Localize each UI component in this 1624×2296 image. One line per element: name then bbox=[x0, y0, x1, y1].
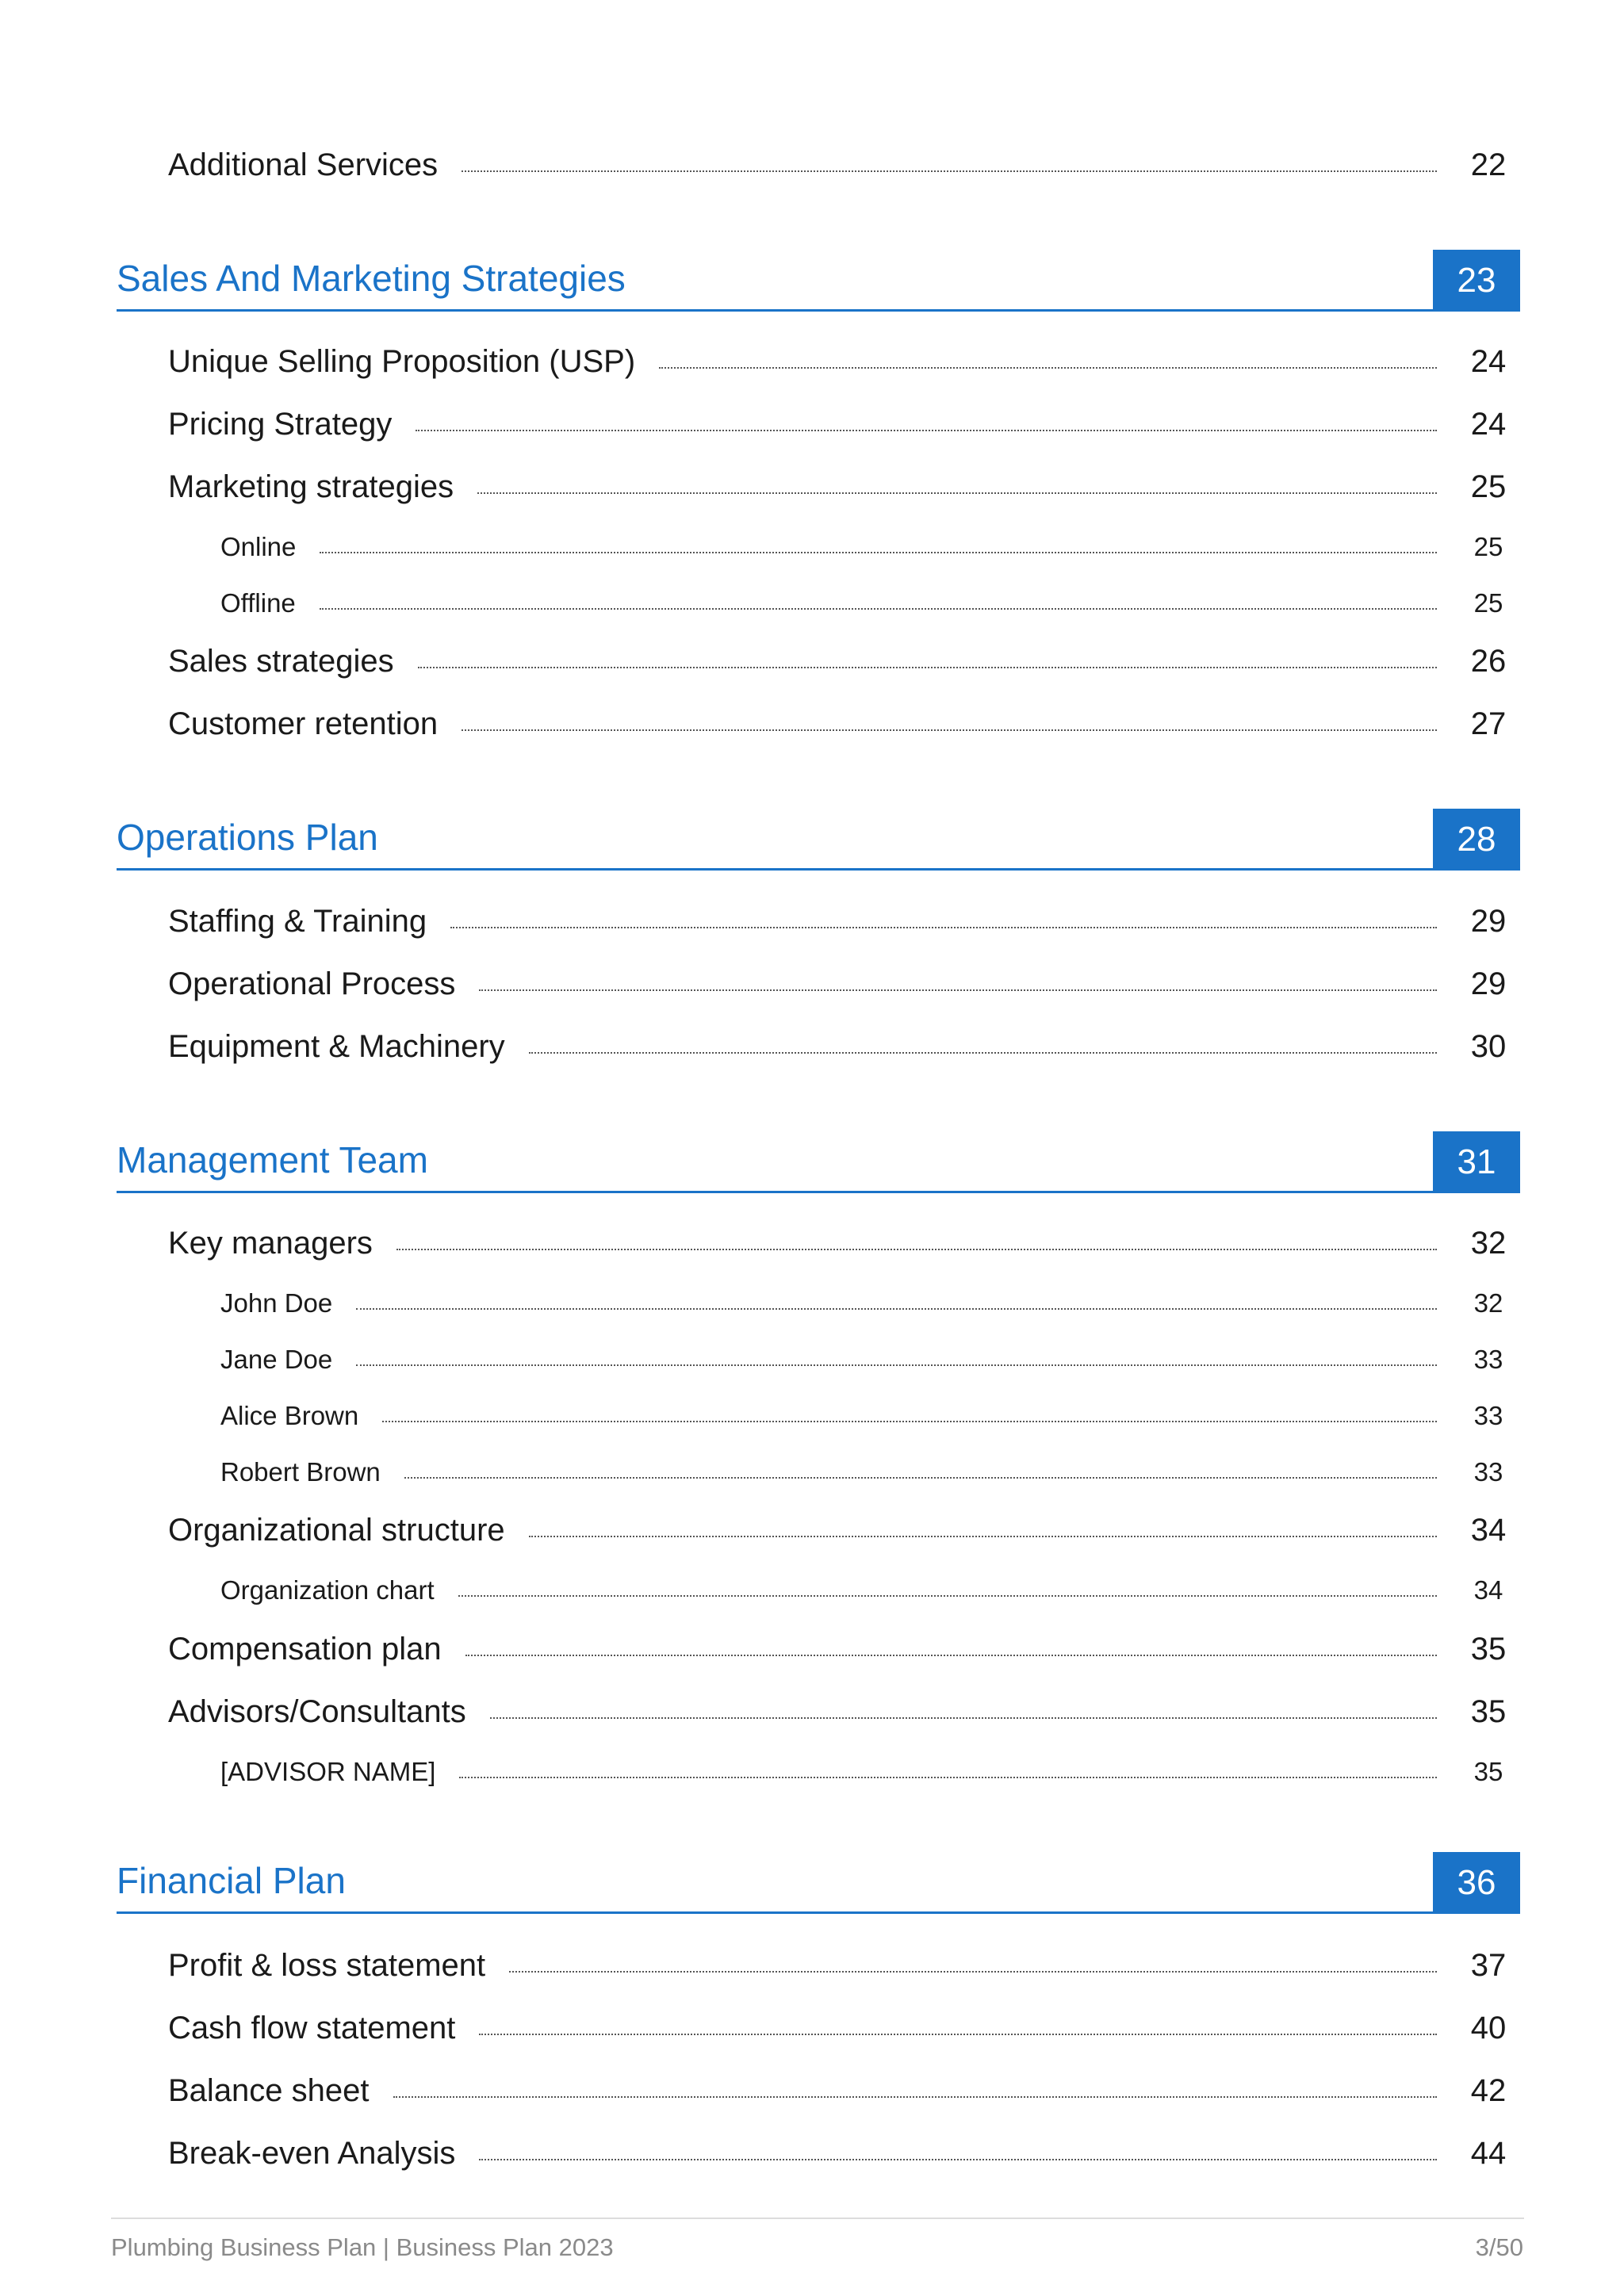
toc-entry-title: Compensation plan bbox=[168, 1632, 442, 1667]
dot-leader bbox=[465, 1655, 1437, 1656]
toc-section-page-badge: 23 bbox=[1433, 250, 1520, 312]
toc-entry-title: Balance sheet bbox=[168, 2073, 370, 2108]
dot-leader bbox=[382, 1421, 1437, 1422]
toc-entry-title: Key managers bbox=[168, 1226, 373, 1261]
dot-leader bbox=[418, 667, 1437, 668]
toc-entry-page: 25 bbox=[1473, 532, 1503, 561]
toc-subentry[interactable] bbox=[220, 1457, 1516, 1487]
toc-section-title: Financial Plan bbox=[117, 1860, 346, 1901]
toc-entry-title: John Doe bbox=[220, 1288, 333, 1318]
dot-leader bbox=[459, 1777, 1437, 1778]
dot-leader bbox=[356, 1364, 1437, 1366]
toc-entry-title: Break-even Analysis bbox=[168, 2136, 456, 2171]
dot-leader bbox=[479, 2034, 1437, 2035]
toc-section-title: Sales And Marketing Strategies bbox=[117, 258, 626, 299]
dot-leader bbox=[458, 1595, 1437, 1597]
toc-entry-page: 22 bbox=[1470, 147, 1507, 182]
toc-subentry[interactable] bbox=[220, 1345, 1516, 1375]
toc-subentry[interactable] bbox=[220, 1575, 1516, 1605]
toc-entry-page: 32 bbox=[1473, 1288, 1503, 1318]
dot-leader bbox=[393, 2096, 1437, 2098]
toc-entry-page: 30 bbox=[1470, 1029, 1507, 1064]
toc-entry[interactable] bbox=[168, 2011, 1516, 2046]
dot-leader bbox=[477, 492, 1437, 494]
toc-entry-title: Organization chart bbox=[220, 1575, 435, 1605]
toc-entry-page: 42 bbox=[1470, 2073, 1507, 2108]
toc-entry[interactable] bbox=[168, 1029, 1516, 1065]
toc-entry-page: 33 bbox=[1473, 1345, 1503, 1374]
toc-section-heading[interactable] bbox=[117, 805, 1520, 871]
toc-entry-page: 25 bbox=[1473, 588, 1503, 618]
toc-entry[interactable] bbox=[168, 644, 1516, 679]
toc-entry-title: Staffing & Training bbox=[168, 904, 427, 939]
toc-entry-page: 40 bbox=[1470, 2011, 1507, 2045]
dot-leader bbox=[659, 367, 1437, 369]
toc-entry-page: 26 bbox=[1470, 644, 1507, 679]
toc-entry-title: Online bbox=[220, 532, 297, 561]
toc-entry-title: Profit & loss statement bbox=[168, 1948, 486, 1983]
toc-section-heading[interactable] bbox=[117, 1848, 1520, 1914]
toc-entry-title: Offline bbox=[220, 588, 296, 618]
toc-entry[interactable] bbox=[168, 344, 1516, 380]
toc-subentry[interactable] bbox=[220, 532, 1516, 562]
toc-entry-page: 34 bbox=[1473, 1575, 1503, 1605]
dot-leader bbox=[356, 1308, 1437, 1310]
footer-document-title: Plumbing Business Plan | Business Plan 2023 bbox=[111, 2233, 614, 2261]
dot-leader bbox=[404, 1477, 1437, 1479]
toc-entry[interactable] bbox=[168, 1948, 1516, 1984]
toc-subentry[interactable] bbox=[220, 1401, 1516, 1431]
toc-entry-page: 29 bbox=[1470, 904, 1507, 939]
dot-leader bbox=[529, 1536, 1437, 1537]
toc-entry[interactable] bbox=[168, 1632, 1516, 1667]
toc-section-page-badge: 28 bbox=[1433, 809, 1520, 871]
dot-leader bbox=[320, 608, 1437, 610]
toc-section-heading[interactable] bbox=[117, 246, 1520, 312]
toc-entry[interactable] bbox=[168, 2073, 1516, 2109]
toc-entry-title: Marketing strategies bbox=[168, 469, 454, 504]
dot-leader bbox=[462, 170, 1437, 172]
dot-leader bbox=[509, 1971, 1437, 1973]
dot-leader bbox=[462, 729, 1437, 731]
toc-entry-title: Customer retention bbox=[168, 706, 439, 741]
dot-leader bbox=[416, 430, 1437, 431]
dot-leader bbox=[320, 552, 1437, 553]
toc-entry-title: Robert Brown bbox=[220, 1457, 381, 1487]
toc-entry-page: 33 bbox=[1473, 1457, 1503, 1487]
dot-leader bbox=[479, 2159, 1437, 2160]
toc-entry-title: Cash flow statement bbox=[168, 2011, 456, 2045]
toc-entry-title: Operational Process bbox=[168, 966, 456, 1001]
toc-section-heading[interactable] bbox=[117, 1127, 1520, 1193]
toc-entry-page: 44 bbox=[1470, 2136, 1507, 2171]
toc-entry-page: 24 bbox=[1470, 407, 1507, 442]
toc-entry-page: 32 bbox=[1470, 1226, 1507, 1261]
toc-entry-page: 33 bbox=[1473, 1401, 1503, 1430]
toc-entry[interactable] bbox=[168, 1513, 1516, 1548]
toc-entry-title: Pricing Strategy bbox=[168, 407, 393, 442]
dot-leader bbox=[490, 1717, 1437, 1719]
toc-entry-title: Sales strategies bbox=[168, 644, 394, 679]
toc-entry-title: Equipment & Machinery bbox=[168, 1029, 505, 1064]
dot-leader bbox=[479, 989, 1437, 991]
toc-entry[interactable] bbox=[168, 469, 1516, 505]
footer-divider bbox=[111, 2218, 1524, 2219]
toc-entry-page: 27 bbox=[1470, 706, 1507, 741]
toc-entry[interactable] bbox=[168, 966, 1516, 1002]
footer-page-number: 3/50 bbox=[1475, 2233, 1523, 2261]
toc-entry-title: Unique Selling Proposition (USP) bbox=[168, 344, 636, 379]
toc-entry-title: Advisors/Consultants bbox=[168, 1694, 466, 1729]
toc-entry[interactable] bbox=[168, 904, 1516, 939]
dot-leader bbox=[529, 1052, 1437, 1054]
toc-entry-page: 37 bbox=[1470, 1948, 1507, 1983]
toc-entry[interactable] bbox=[168, 706, 1516, 742]
toc-entry[interactable] bbox=[168, 1694, 1516, 1730]
toc-entry[interactable] bbox=[168, 2136, 1516, 2172]
dot-leader bbox=[450, 927, 1437, 928]
toc-entry-title: [ADVISOR NAME] bbox=[220, 1757, 436, 1786]
toc-section-title: Operations Plan bbox=[117, 817, 378, 858]
toc-section-page-badge: 31 bbox=[1433, 1131, 1520, 1193]
toc-entry-page: 34 bbox=[1470, 1513, 1507, 1548]
dot-leader bbox=[396, 1249, 1437, 1250]
toc-entry-title: Organizational structure bbox=[168, 1513, 505, 1548]
toc-entry-page: 29 bbox=[1470, 966, 1507, 1001]
toc-subentry[interactable] bbox=[220, 1757, 1516, 1787]
toc-entry[interactable] bbox=[168, 407, 1516, 442]
toc-entry-page: 24 bbox=[1470, 344, 1507, 379]
toc-entry-page: 35 bbox=[1473, 1757, 1503, 1786]
toc-entry-page: 35 bbox=[1470, 1632, 1507, 1667]
toc-entry[interactable] bbox=[168, 1226, 1516, 1261]
toc-entry[interactable] bbox=[168, 147, 1516, 183]
toc-section-page-badge: 36 bbox=[1433, 1852, 1520, 1914]
toc-subentry[interactable] bbox=[220, 588, 1516, 618]
toc-entry-page: 35 bbox=[1470, 1694, 1507, 1729]
toc-section-title: Management Team bbox=[117, 1139, 428, 1181]
toc-entry-title: Additional Services bbox=[168, 147, 439, 182]
toc-entry-title: Jane Doe bbox=[220, 1345, 333, 1374]
toc-entry-title: Alice Brown bbox=[220, 1401, 359, 1430]
toc-subentry[interactable] bbox=[220, 1288, 1516, 1318]
toc-entry-page: 25 bbox=[1470, 469, 1507, 504]
